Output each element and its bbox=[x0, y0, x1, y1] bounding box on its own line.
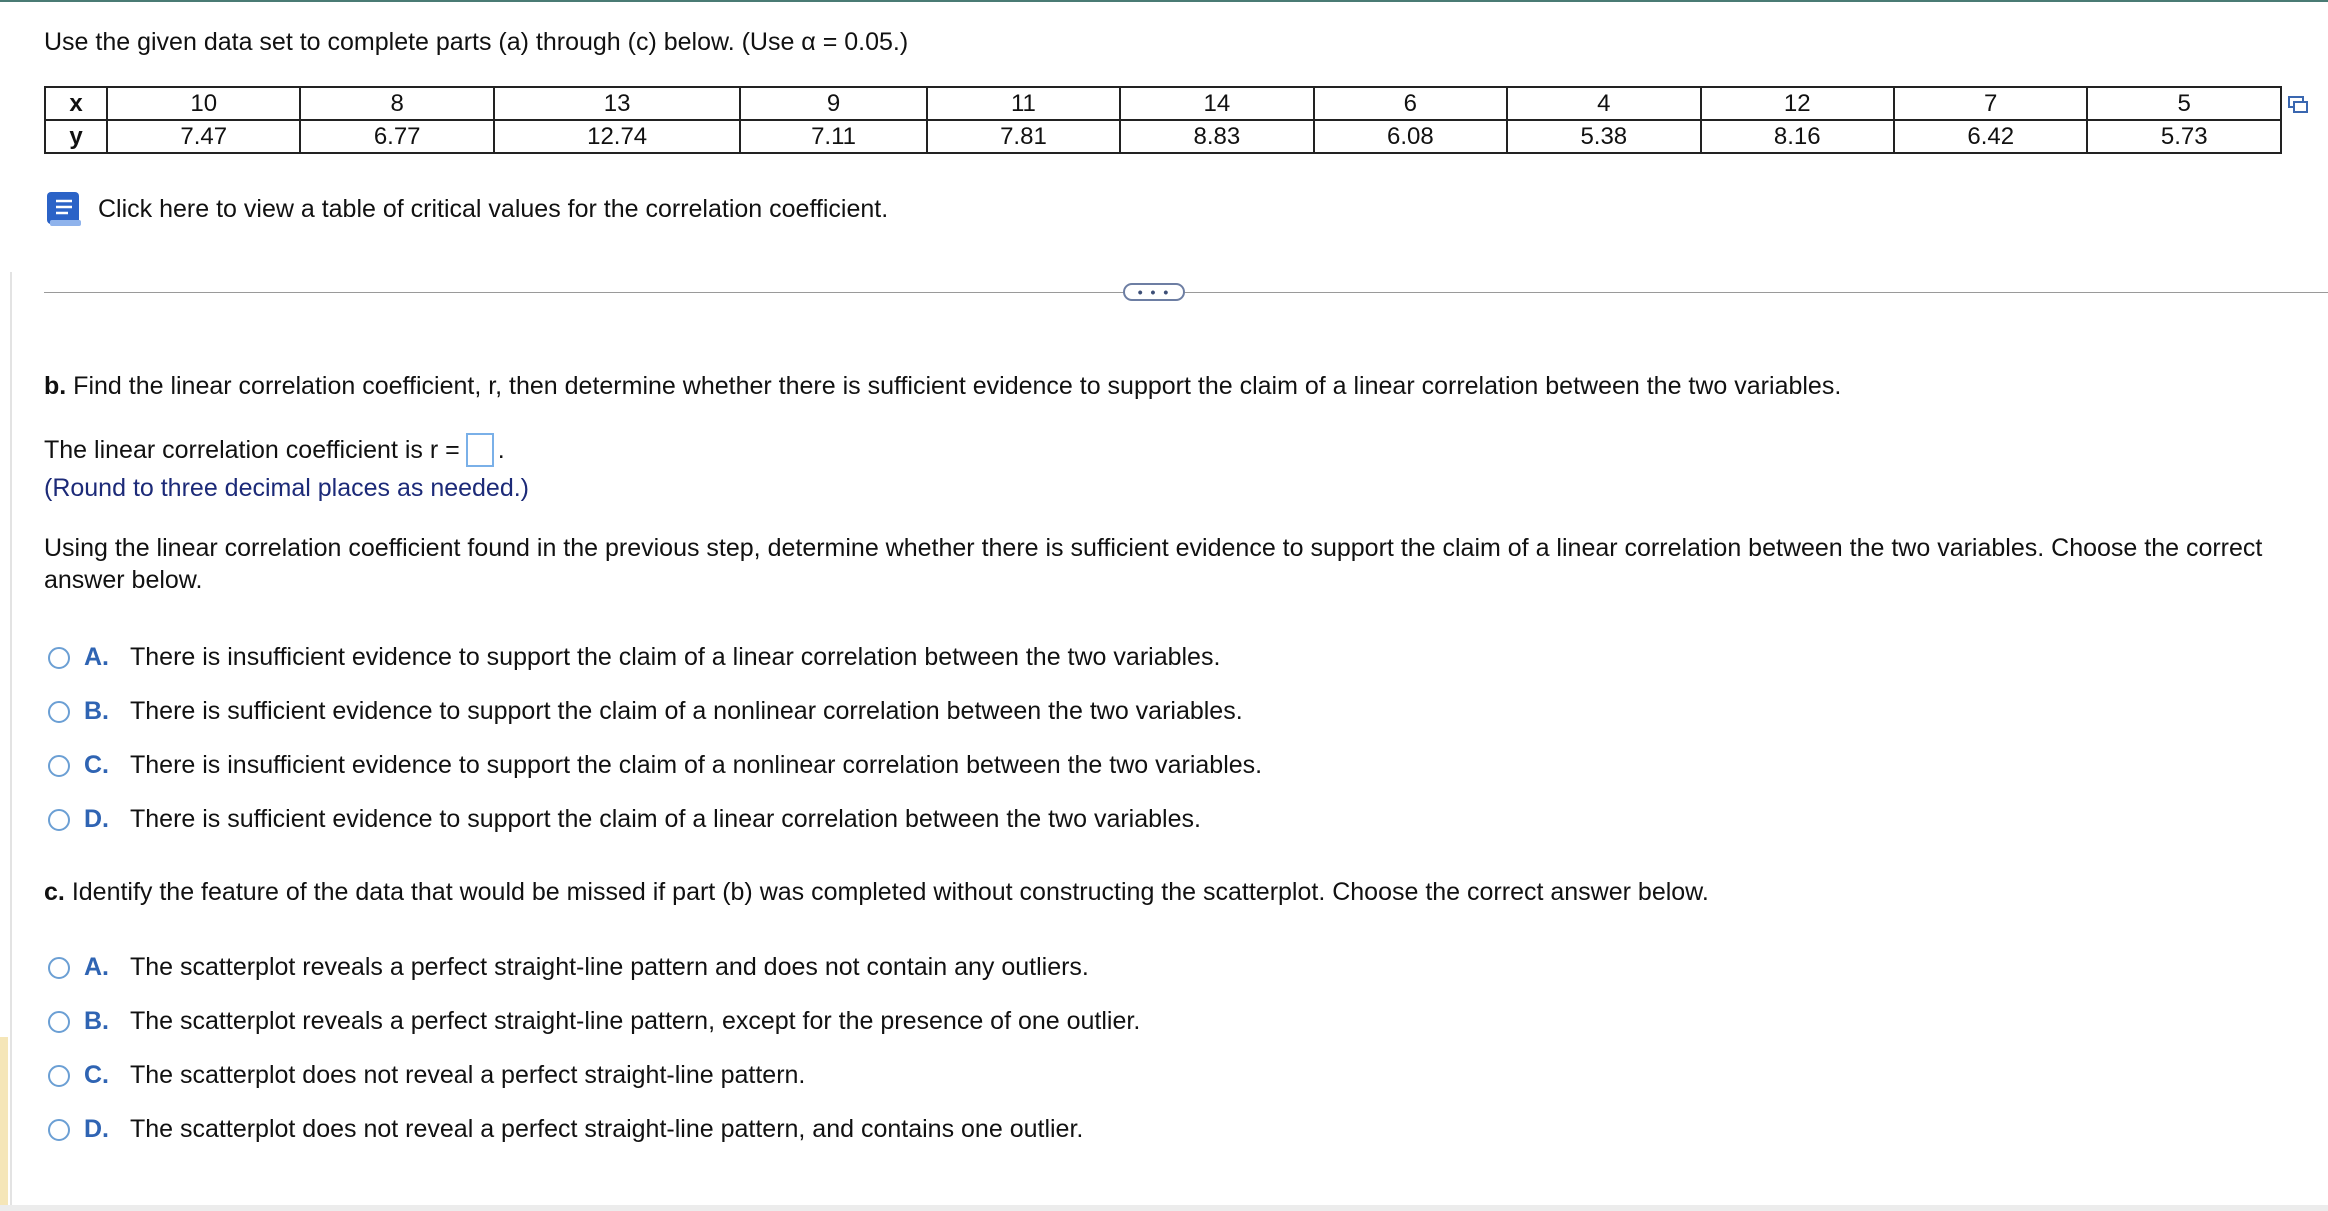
x-cell: 9 bbox=[740, 87, 926, 120]
option-text: There is sufficient evidence to support the claim of a nonlinear correlation between the two variables. bbox=[130, 697, 1243, 725]
y-cell: 12.74 bbox=[494, 120, 740, 153]
part-b-prompt-text: Find the linear correlation coefficient, r, then determine whether there is sufficient evidence to support the claim of a linear correlation between the two variables. bbox=[73, 372, 1842, 400]
part-b-label: b. bbox=[44, 372, 67, 400]
part-c-prompt-text: Identify the feature of the data that would be missed if part (b) was completed without constructing the scatterplot. Choose the correct answer below. bbox=[71, 878, 1709, 906]
y-cell: 7.81 bbox=[927, 120, 1120, 153]
option-text: There is insufficient evidence to support the claim of a nonlinear correlation between the two variables. bbox=[130, 751, 1263, 779]
x-header: x bbox=[45, 87, 107, 120]
part-b-option-a[interactable] bbox=[48, 643, 1220, 672]
option-text: There is sufficient evidence to support the claim of a linear correlation between the two variables. bbox=[130, 805, 1201, 833]
x-cell: 4 bbox=[1507, 87, 1700, 120]
option-text: The scatterplot does not reveal a perfect straight-line pattern. bbox=[130, 1061, 806, 1089]
part-b-option-d[interactable] bbox=[48, 805, 1201, 834]
data-table bbox=[44, 86, 2282, 154]
option-letter: B. bbox=[84, 1007, 109, 1035]
option-letter: C. bbox=[84, 1061, 109, 1089]
x-cell: 11 bbox=[927, 87, 1120, 120]
part-b-option-b[interactable] bbox=[48, 697, 1243, 726]
part-c-prompt bbox=[44, 876, 1709, 908]
y-cell: 8.83 bbox=[1120, 120, 1313, 153]
book-icon bbox=[44, 190, 84, 228]
y-cell: 8.16 bbox=[1701, 120, 1894, 153]
x-cell: 10 bbox=[107, 87, 300, 120]
radio-button[interactable] bbox=[48, 809, 70, 831]
option-text: The scatterplot reveals a perfect straight-line pattern and does not contain any outliers. bbox=[130, 953, 1089, 981]
y-cell: 6.77 bbox=[300, 120, 493, 153]
part-c-option-a[interactable] bbox=[48, 953, 1089, 982]
y-header: y bbox=[45, 120, 107, 153]
r-answer-input[interactable] bbox=[466, 433, 494, 467]
y-cell: 6.42 bbox=[1894, 120, 2087, 153]
radio-button[interactable] bbox=[48, 701, 70, 723]
y-cell: 5.38 bbox=[1507, 120, 1700, 153]
option-letter: A. bbox=[84, 643, 109, 671]
rounding-hint: (Round to three decimal places as needed.) bbox=[44, 474, 530, 502]
critical-values-link-text[interactable]: Click here to view a table of critical values for the correlation coefficient. bbox=[98, 194, 889, 223]
x-cell: 7 bbox=[1894, 87, 2087, 120]
x-cell: 8 bbox=[300, 87, 493, 120]
option-letter: C. bbox=[84, 751, 109, 779]
option-text: The scatterplot reveals a perfect straight-line pattern, except for the presence of one outlier. bbox=[130, 1007, 1141, 1035]
copy-table-icon[interactable] bbox=[2287, 94, 2309, 116]
part-b-option-c[interactable] bbox=[48, 751, 1262, 780]
x-cell: 5 bbox=[2087, 87, 2281, 120]
expand-more-button[interactable]: • • • bbox=[1123, 283, 1185, 301]
option-letter: B. bbox=[84, 697, 109, 725]
left-rule bbox=[10, 272, 12, 1211]
section-divider bbox=[44, 292, 2328, 293]
option-text: There is insufficient evidence to support the claim of a linear correlation between the two variables. bbox=[130, 643, 1221, 671]
intro-text: Use the given data set to complete parts (a) through (c) below. (Use α = 0.05.) bbox=[44, 28, 909, 56]
r-answer-prefix: The linear correlation coefficient is r = bbox=[44, 436, 460, 464]
radio-button[interactable] bbox=[48, 647, 70, 669]
x-cell: 12 bbox=[1701, 87, 1894, 120]
radio-button[interactable] bbox=[48, 755, 70, 777]
bottom-band bbox=[0, 1205, 2328, 1211]
radio-button[interactable] bbox=[48, 1011, 70, 1033]
radio-button[interactable] bbox=[48, 1119, 70, 1141]
radio-button[interactable] bbox=[48, 957, 70, 979]
y-cell: 6.08 bbox=[1314, 120, 1507, 153]
part-b-prompt bbox=[44, 370, 1841, 402]
critical-values-link[interactable] bbox=[44, 190, 888, 228]
part-c-option-c[interactable] bbox=[48, 1061, 805, 1090]
x-cell: 13 bbox=[494, 87, 740, 120]
x-cell: 14 bbox=[1120, 87, 1313, 120]
option-text: The scatterplot does not reveal a perfect straight-line pattern, and contains one outlier. bbox=[130, 1115, 1084, 1143]
y-cell: 7.47 bbox=[107, 120, 300, 153]
part-b-question: Using the linear correlation coefficient found in the previous step, determine whether there is sufficient evidence to support the claim of a linear correlation between the two variables. Choose the correct answer below. bbox=[44, 534, 2263, 594]
x-row bbox=[45, 87, 2281, 120]
option-letter: D. bbox=[84, 805, 109, 833]
part-c-option-d[interactable] bbox=[48, 1115, 1083, 1144]
part-c-option-b[interactable] bbox=[48, 1007, 1140, 1036]
option-letter: A. bbox=[84, 953, 109, 981]
r-answer-line bbox=[44, 433, 505, 467]
y-row bbox=[45, 120, 2281, 153]
radio-button[interactable] bbox=[48, 1065, 70, 1087]
x-cell: 6 bbox=[1314, 87, 1507, 120]
y-cell: 7.11 bbox=[740, 120, 926, 153]
part-c-label: c. bbox=[44, 878, 65, 906]
left-accent bbox=[0, 1037, 8, 1207]
r-answer-suffix: . bbox=[497, 436, 505, 464]
option-letter: D. bbox=[84, 1115, 109, 1143]
y-cell: 5.73 bbox=[2087, 120, 2281, 153]
